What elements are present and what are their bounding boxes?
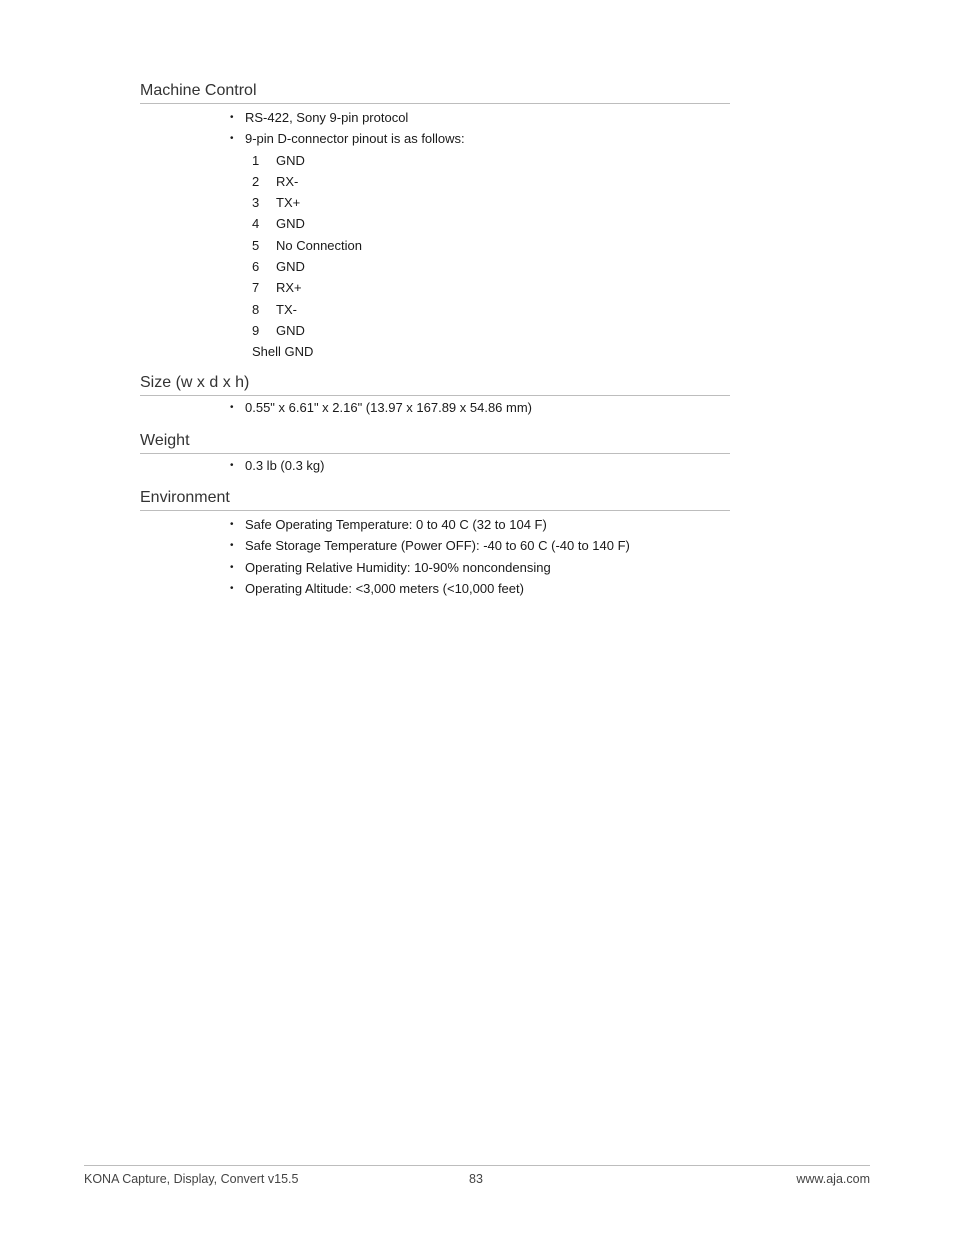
section-environment (140, 488, 730, 599)
pinout-row (252, 320, 842, 341)
bullet-list (230, 514, 730, 599)
section-title: Machine Control (140, 81, 730, 104)
pinout-row (252, 299, 842, 320)
pin-number: 4 (252, 216, 260, 232)
list-item: • Safe Operating Temperature: 0 to 40 C (32 to 104 F) (230, 514, 730, 535)
pin-signal: TX+ (276, 195, 301, 211)
pinout-row (252, 171, 842, 192)
list-item: • Safe Storage Temperature (Power OFF): -40 to 60 C (-40 to 140 F) (230, 535, 730, 556)
pin-number: 8 (252, 301, 260, 317)
list-item: • 0.55" x 6.61" x 2.16" (13.97 x 167.89 x 54.86 mm) (230, 397, 730, 418)
bullet-list (230, 455, 730, 476)
pinout-shell-row: Shell GND (252, 344, 314, 360)
pinout-row (252, 213, 842, 234)
pinout-row (252, 150, 842, 171)
pin-signal: GND (276, 216, 305, 232)
footer-document-title: KONA Capture, Display, Convert v15.5 (84, 1172, 299, 1186)
pin-number: 1 (252, 152, 260, 168)
list-item: • Operating Relative Humidity: 10-90% noncondensing (230, 557, 730, 578)
pin-number: 3 (252, 195, 260, 211)
pin-number: 6 (252, 259, 260, 275)
pin-signal: No Connection (276, 237, 362, 253)
bullet-list (230, 397, 730, 418)
list-item: • RS-422, Sony 9-pin protocol (230, 107, 730, 128)
pinout-row (252, 235, 842, 256)
pin-number: 2 (252, 173, 260, 189)
footer-divider (84, 1165, 870, 1166)
list-item: • 9-pin D-connector pinout is as follows: (230, 128, 730, 149)
pin-number: 5 (252, 237, 260, 253)
footer-website: www.aja.com (796, 1172, 870, 1186)
section-weight (140, 431, 730, 476)
pin-signal: GND (276, 259, 305, 275)
footer-page-number: 83 (469, 1172, 483, 1186)
pin-signal: RX+ (276, 280, 302, 296)
pin-signal: RX- (276, 173, 299, 189)
pin-number: 7 (252, 280, 260, 296)
pin-number: 9 (252, 322, 260, 338)
section-title: Environment (140, 488, 730, 511)
pin-signal: TX- (276, 301, 297, 317)
pinout-row (252, 277, 842, 298)
pinout-row (252, 256, 842, 277)
bullet-list (230, 107, 730, 150)
pin-signal: GND (276, 322, 305, 338)
section-title: Size (w x d x h) (140, 373, 730, 396)
list-item: • Operating Altitude: <3,000 meters (<10,000 feet) (230, 578, 730, 599)
list-item: • 0.3 lb (0.3 kg) (230, 455, 730, 476)
section-title: Weight (140, 431, 730, 454)
pinout-list (252, 150, 842, 363)
pin-signal: GND (276, 152, 305, 168)
pinout-row (252, 192, 842, 213)
section-machine-control (140, 81, 730, 363)
section-size (140, 373, 730, 418)
